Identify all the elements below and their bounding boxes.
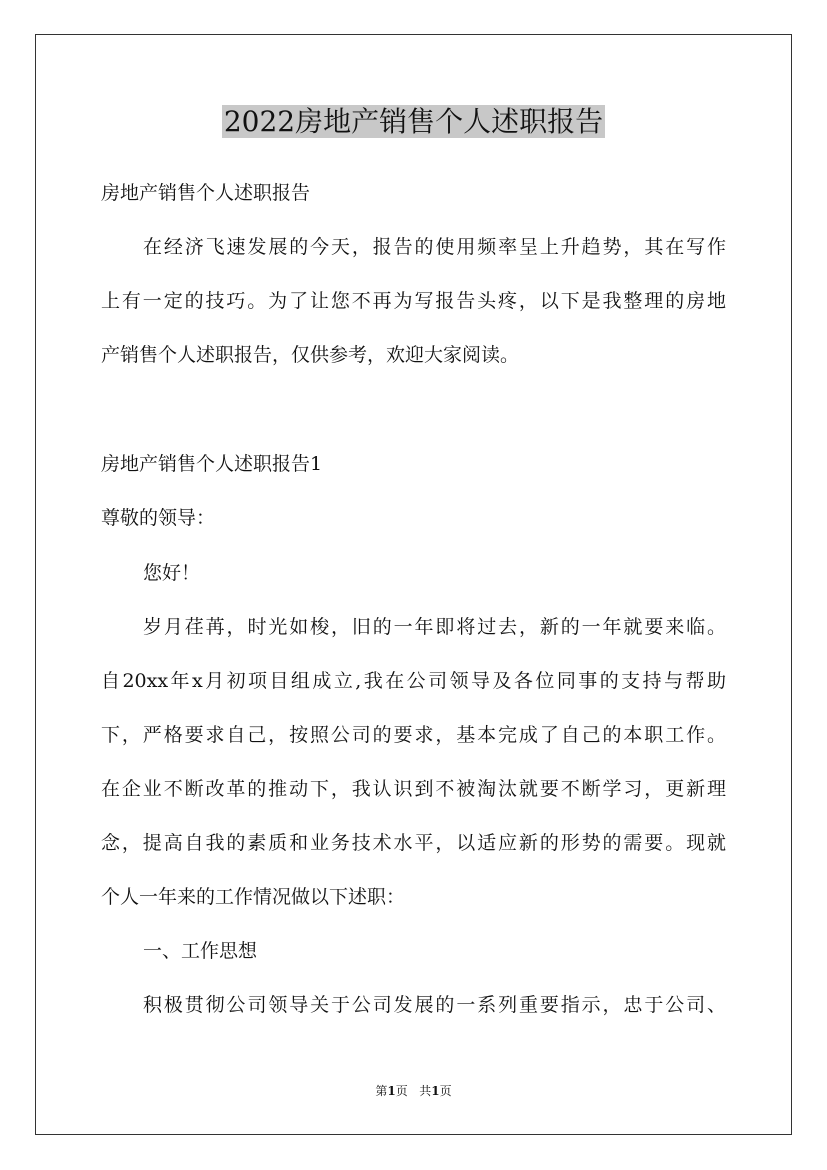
salutation: 尊敬的领导： [101, 507, 216, 529]
body-line-4: 在企业不断改革的推动下，我认识到不被淘汰就要不断学习，更新理 [101, 778, 726, 800]
intro-line-2: 上有一定的技巧。为了让您不再为写报告头疼，以下是我整理的房地 [101, 290, 726, 312]
document-title-text: 2022房地产销售个人述职报告 [223, 105, 604, 138]
section-heading-1: 房地产销售个人述职报告1 [101, 453, 323, 475]
total-prefix: 共 [419, 1084, 432, 1098]
body-line-2: 自20xx年x月初项目组成立,我在公司领导及各位同事的支持与帮助 [101, 670, 726, 692]
body-line-7: 积极贯彻公司领导关于公司发展的一系列重要指示，忠于公司、 [143, 994, 726, 1016]
body-line-6: 个人一年来的工作情况做以下述职： [101, 886, 406, 908]
page-footer [0, 1082, 827, 1100]
page-suffix: 页 [395, 1084, 408, 1098]
page-number: 1 [387, 1084, 396, 1098]
body-line-5: 念，提高自我的素质和业务技术水平，以适应新的形势的需要。现就 [101, 832, 726, 854]
intro-line-1: 在经济飞速发展的今天，报告的使用频率呈上升趋势，其在写作 [143, 236, 726, 258]
total-suffix: 页 [439, 1084, 452, 1098]
total-pages: 1 [431, 1084, 440, 1098]
page-prefix: 第 [375, 1084, 388, 1098]
body-line-3: 下，严格要求自己，按照公司的要求，基本完成了自己的本职工作。 [101, 724, 726, 746]
subtitle-line: 房地产销售个人述职报告 [101, 182, 311, 204]
document-title [0, 100, 827, 144]
intro-line-3: 产销售个人述职报告，仅供参考，欢迎大家阅读。 [101, 344, 520, 366]
greeting: 您好！ [143, 562, 201, 584]
subsection-heading: 一、工作思想 [143, 940, 258, 962]
body-line-1: 岁月荏苒，时光如梭，旧的一年即将过去，新的一年就要来临。 [143, 616, 726, 638]
